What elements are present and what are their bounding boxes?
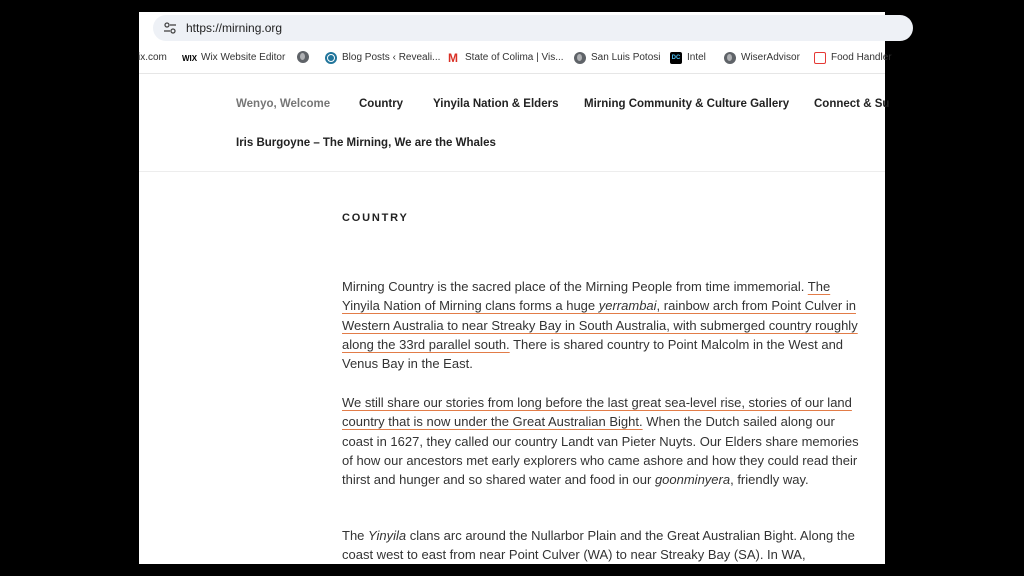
text: , rainbow arch from Point Culver in Western Australia to near Streaky Bay in South Australia, with submerged country roughly along the 33rd parallel south.	[342, 298, 858, 352]
bookmarks-bar	[138, 44, 892, 72]
text: yerrambai	[598, 298, 657, 314]
nav-item-connect[interactable]: Connect & Su	[814, 98, 890, 110]
text: The Yinyila Nation of Mirning clans forms a huge	[342, 279, 831, 314]
bookmark-intel[interactable]	[670, 51, 706, 65]
globe-icon	[297, 51, 309, 63]
paragraph-1	[342, 277, 862, 373]
site-navigation	[139, 74, 890, 172]
text-link[interactable]: We still share our stories from long before the last great sea-level rise, stories of our land country that is now under the Great Australian Bight.	[342, 395, 852, 430]
paragraph-3	[342, 526, 862, 565]
bookmark-label: State of Colima | Vis...	[465, 52, 564, 63]
bookmark-label: Wix Website Editor	[201, 52, 286, 63]
nav-item-wenyo-welcome[interactable]: Wenyo, Welcome	[236, 98, 331, 110]
bookmark-label: Intel	[687, 52, 706, 63]
bookmark-wiseradvisor[interactable]	[724, 51, 800, 65]
globe-icon	[574, 52, 586, 64]
text: The	[342, 528, 369, 543]
text: When the Dutch sailed along our coast in 1627, they called our country Landt van Pieter Nuyts. Our Elders share memories of how our ancestors met early explorers who came ashore and how they could read their thirst and hunger and so shared water and food in our	[342, 414, 859, 488]
nav-item-community-culture-gallery[interactable]: Mirning Community & Culture Gallery	[584, 98, 790, 110]
page-title: COUNTRY	[342, 212, 409, 224]
site-settings-icon[interactable]	[163, 21, 177, 35]
text: Mirning Country is the sacred place of the Mirning People from time immemorial.	[342, 279, 808, 294]
bookmark-label: Blog Posts ‹ Reveali...	[342, 52, 441, 63]
bookmark-wix-com[interactable]	[138, 51, 167, 65]
text: goonminyera	[654, 472, 731, 488]
address-bar	[139, 12, 885, 44]
food-handler-icon	[814, 52, 826, 64]
text: Yinyila	[368, 528, 407, 543]
globe-icon	[724, 52, 736, 64]
bookmark-label: WiserAdvisor	[741, 52, 800, 63]
bookmark-label: ix.com	[138, 52, 167, 63]
nav-item-iris-burgoyne[interactable]: Iris Burgoyne – The Mirning, We are the Whales	[236, 137, 496, 149]
bookmark-state-of-colima[interactable]	[448, 51, 564, 65]
m-icon: M	[448, 51, 458, 65]
bookmark-food-handler[interactable]	[814, 51, 892, 65]
bookmark-label: Food Handler	[831, 52, 892, 63]
paragraph-2	[342, 393, 862, 489]
dc-icon: DC	[670, 52, 682, 64]
nav-item-country[interactable]: Country	[359, 98, 404, 110]
text: , friendly way.	[730, 472, 809, 488]
text: clans arc around the Nullarbor Plain and the Great Australian Bight. Along the coast west to east from near Point Culver (WA) to near Streaky Bay (SA). In WA,	[342, 528, 855, 563]
browser-window	[138, 12, 892, 564]
bookmark-blog-posts[interactable]	[325, 51, 440, 65]
bookmark-san-luis-potosi[interactable]	[574, 51, 661, 65]
text: There is shared country to Point Malcolm in the West and Venus Bay in the East.	[342, 336, 844, 372]
bookmark-label: San Luis Potosi	[591, 52, 661, 63]
bookmark-globe[interactable]	[297, 51, 309, 63]
url-text[interactable]: https://mirning.org	[186, 21, 283, 35]
wordpress-icon	[325, 52, 337, 64]
wix-icon: WIX	[182, 54, 198, 63]
bookmark-wix-website-editor[interactable]	[182, 51, 285, 65]
url-field[interactable]	[153, 15, 913, 41]
nav-item-yinyila-nation-elders[interactable]: Yinyila Nation & Elders	[433, 98, 559, 110]
